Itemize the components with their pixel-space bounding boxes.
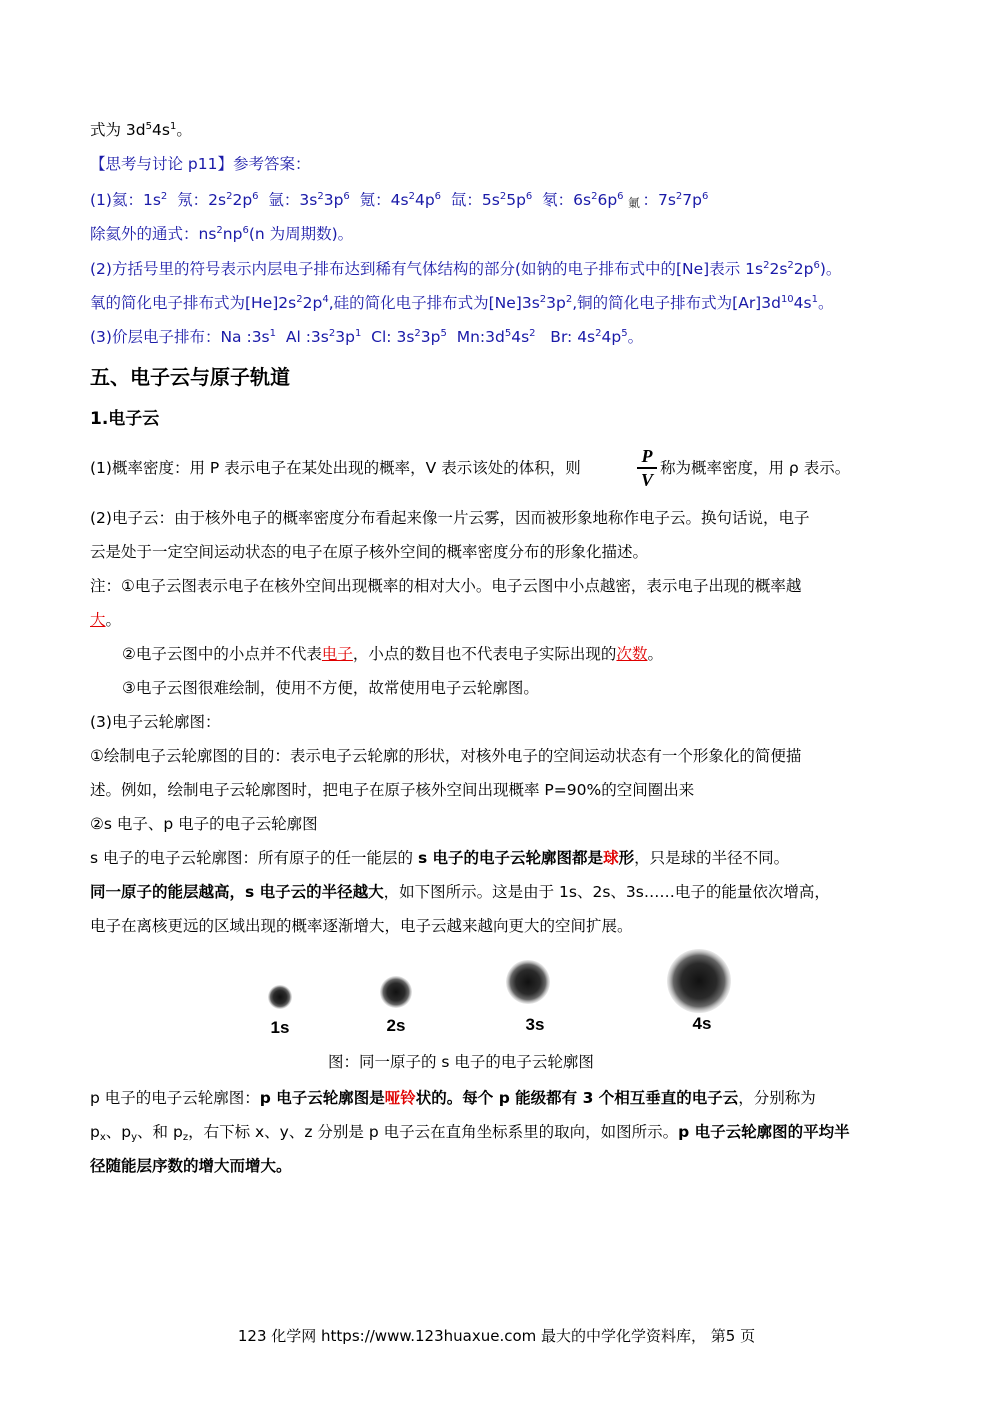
- answer-1-tail: 除氦外的通式：$ns^2np^6(n$ 为周期数)。: [90, 225, 354, 243]
- para-s-radius: 同一原子的能层越高，s 电子云的半径越大，如下图所示。这是由于 1s、2s、3s……电子的能量依次增高，: [90, 883, 830, 901]
- para-probability-density: (1)概率密度：用 P 表示电子在某处出现的概率，V 表示该处的体积，则: [90, 459, 581, 477]
- page-footer: 123 化学网 https://www.123huaxue.com 最大的中学化学资料库， 第5 页: [237, 1327, 756, 1345]
- para-s-expand: 电子在离核更远的区域出现的概率逐渐增大，电子云越来越向更大的空间扩展。: [90, 917, 633, 935]
- answer-3: (3)价层电子排布：Na $:3s^1$ Al $:3s^23p^1$ Cl: $3s^23p^5$ $Mn:3d^54s^2$ Br: $4s^24p^5$。: [90, 328, 644, 346]
- note-3: ③电子云图很难绘制，使用不方便，故常使用电子云轮廓图。: [122, 679, 539, 697]
- subsection-heading: 1.电子云: [90, 409, 160, 429]
- label-3s: 3s: [525, 1015, 545, 1034]
- orbital-4s: [667, 949, 731, 1013]
- highlight-dumbbell: 哑铃: [384, 1089, 416, 1107]
- s-orbital-figure: [230, 945, 770, 1045]
- answer-2a: (2)方括号里的符号表示内层电子排布达到稀有气体结构的部分(如钠的电子排布式中的[Ne]表示 $1s^22s^22p^6$)。: [90, 260, 842, 278]
- highlight-electron: 电子: [321, 645, 353, 663]
- para-contour: (3)电子云轮廓图：: [90, 713, 221, 731]
- para-p-orientation: $p_x$、$p_y$、和 $p_z$，右下标 x、y、z 分别是 p 电子云在直角坐标系里的取向，如图所示。p 电子云轮廓图的平均半: [90, 1123, 850, 1143]
- text-line-electron-config: 式为 $3d^54s^1$。: [90, 121, 192, 139]
- section-heading: 五、电子云与原子轨道: [90, 365, 290, 389]
- answer-2b: 氧的简化电子排布式为$[He]2s^22p^4$,硅的简化电子排布式为$[Ne]3s^23p^2$,铜的简化电子排布式为$[Ar]3d^{10}4s^1$。: [90, 294, 834, 312]
- label-1s: 1s: [270, 1018, 290, 1037]
- para-contour-1a: ①绘制电子云轮廓图的目的：表示电子云轮廓的形状，对核外电子的空间运动状态有一个形象化的简便描: [90, 747, 802, 765]
- highlight-sphere: 球: [603, 849, 619, 867]
- label-4s: 4s: [692, 1014, 712, 1033]
- para-electron-cloud-b: 云是处于一定空间运动状态的电子在原子核外空间的概率密度分布的形象化描述。: [90, 543, 649, 561]
- note-1a: 注：①电子云图表示电子在核外空间出现概率的相对大小。电子云图中小点越密，表示电子出现的概率越: [90, 577, 802, 595]
- svg-text:氭: 氭: [628, 195, 641, 209]
- element-symbol-image: [628, 194, 642, 208]
- orbital-1s: [268, 985, 292, 1009]
- orbital-3s: [506, 960, 550, 1004]
- fraction-p-over-v: [637, 446, 657, 490]
- orbital-2s: [380, 976, 412, 1008]
- para-electron-cloud-a: (2)电子云：由于核外电子的概率密度分布看起来像一片云雾，因而被形象地称作电子云。换句话说，电子: [90, 509, 810, 527]
- para-contour-2: ②s 电子、p 电子的电子云轮廓图: [90, 815, 318, 833]
- answer-1: (1)氦：$1s^2$ 氖：$2s^22p^6$ 氩：$3s^23p^6$ 氪：$4s^24p^6$ 氙：$5s^25p^6$ 氡：$6s^26p^6$ 氭 ：$7s^27p^6$: [90, 191, 709, 209]
- para-p-radius: 径随能层序数的增大而增大。: [90, 1157, 292, 1175]
- note-1b: 大。: [90, 611, 122, 629]
- discussion-title: 【思考与讨论 p11】参考答案：: [90, 155, 311, 173]
- note-2: ②电子云图中的小点并不代表电子，小点的数目也不代表电子实际出现的次数。: [122, 645, 663, 663]
- para-s-contour: s 电子的电子云轮廓图：所有原子的任一能层的 s 电子的电子云轮廓图都是球形，只是球的半径不同。: [90, 849, 790, 867]
- highlight-times: 次数: [616, 645, 648, 663]
- fraction-numerator: P: [641, 446, 653, 466]
- highlight-da: 大: [90, 611, 106, 629]
- figure-caption: 图：同一原子的 s 电子的电子云轮廓图: [328, 1053, 594, 1071]
- para-probability-density-end: 称为概率密度，用 ρ 表示。: [660, 459, 851, 477]
- fraction-bar: [637, 467, 657, 469]
- label-2s: 2s: [386, 1016, 406, 1035]
- para-contour-1b: 述。例如，绘制电子云轮廓图时，把电子在原子核外空间出现概率 P=90%的空间圈出来: [90, 781, 695, 799]
- fraction-denominator: V: [640, 469, 653, 490]
- para-p-contour: p 电子的电子云轮廓图：p 电子云轮廓图是哑铃状的。每个 p 能级都有 3 个相互垂直的电子云，分别称为: [90, 1089, 816, 1107]
